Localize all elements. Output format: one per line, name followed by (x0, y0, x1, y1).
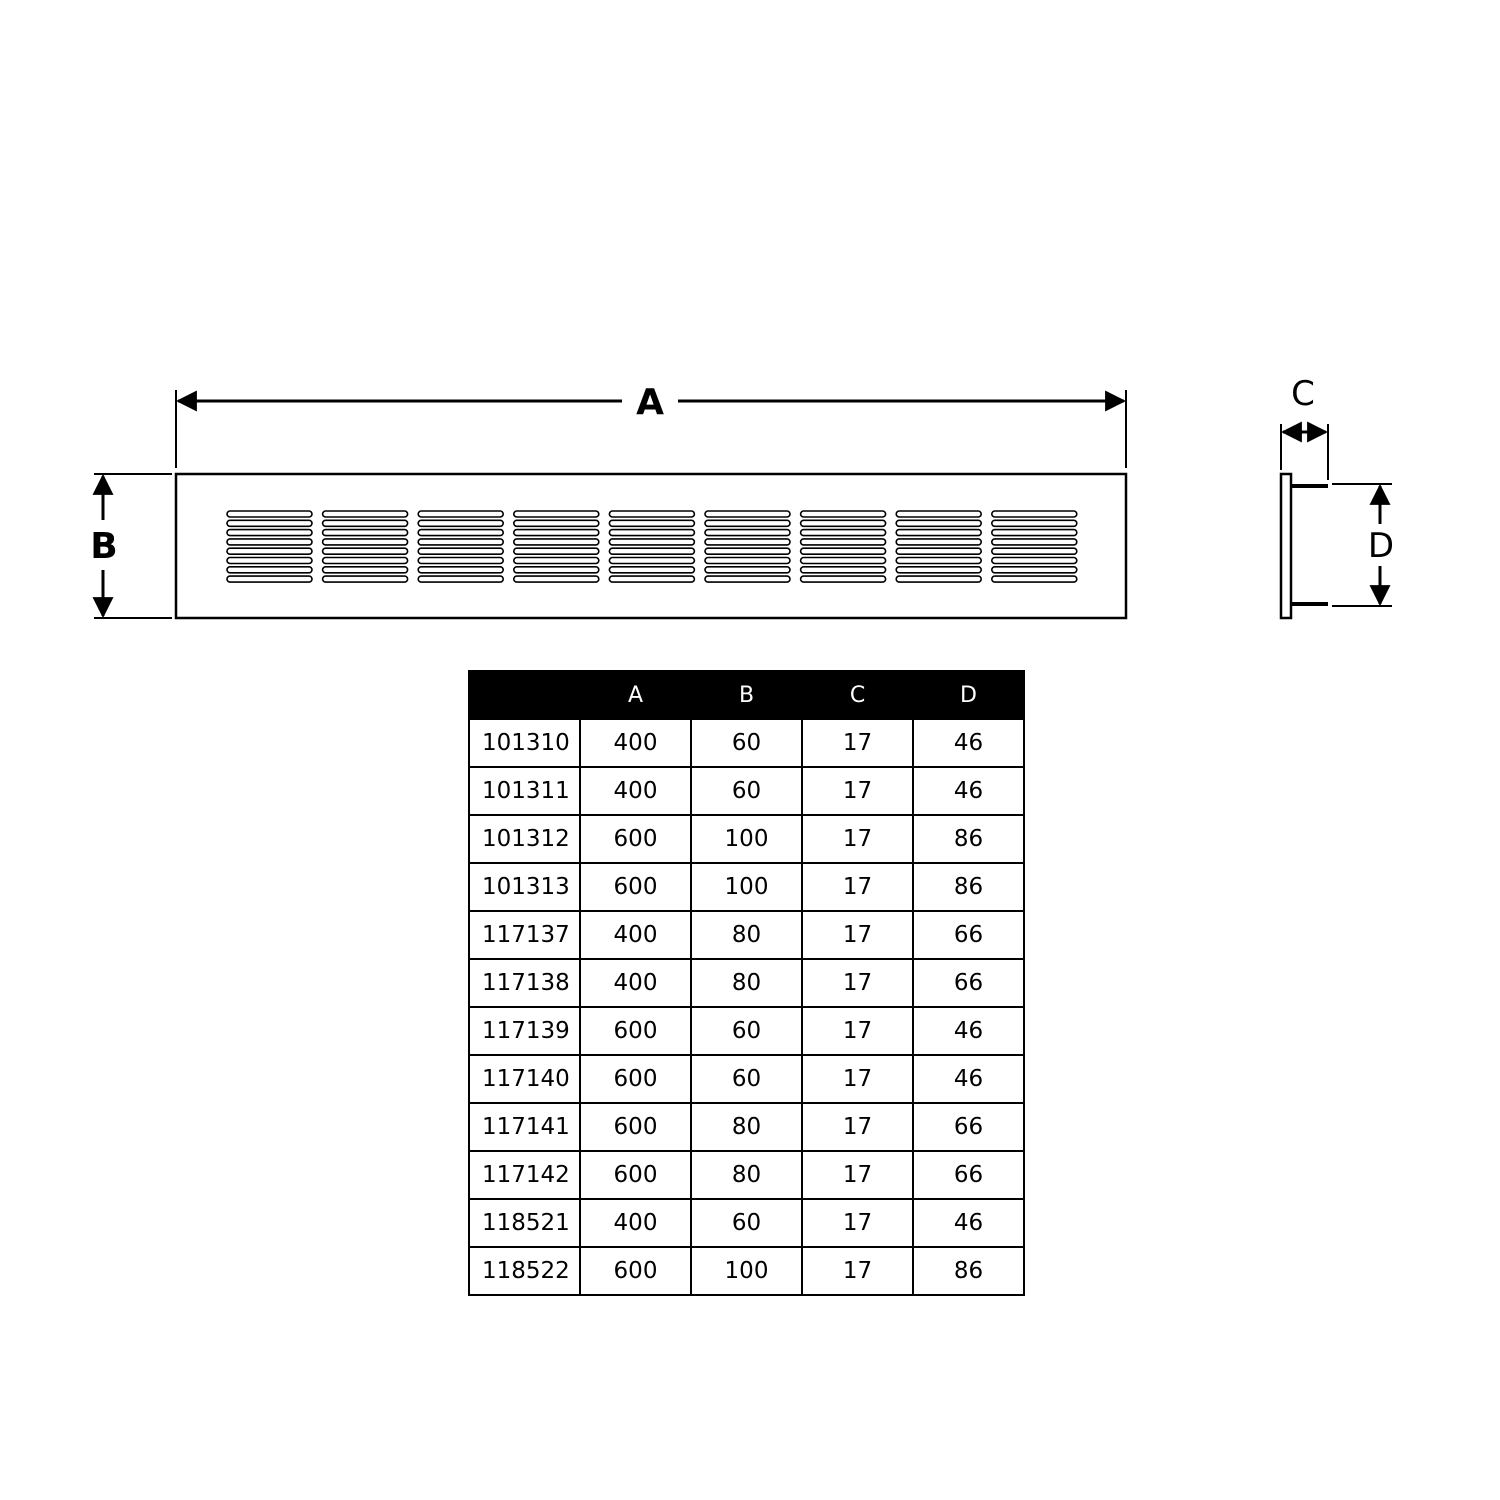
grille-slot (418, 530, 503, 536)
cell-c: 17 (802, 1103, 913, 1151)
cell-a: 600 (580, 863, 691, 911)
header-cell-code (469, 671, 580, 719)
grille-slot (514, 576, 599, 582)
grille-slot (896, 567, 981, 573)
cell-article-number: 117141 (469, 1103, 580, 1151)
dimension-b-label: B (90, 526, 118, 567)
grille-slot (227, 548, 312, 554)
cell-b: 100 (691, 815, 802, 863)
grille-slot (992, 576, 1077, 582)
grille-slot (992, 567, 1077, 573)
table-row (469, 1151, 1024, 1199)
cell-a: 600 (580, 1007, 691, 1055)
table-row (469, 863, 1024, 911)
table-row (469, 1007, 1024, 1055)
cell-b: 80 (691, 959, 802, 1007)
cell-d: 66 (913, 1151, 1024, 1199)
grille-slot (227, 539, 312, 545)
cell-article-number: 117138 (469, 959, 580, 1007)
grille-slot (801, 511, 886, 517)
grille-slot (609, 548, 694, 554)
grille-slot (227, 558, 312, 564)
dimension-d-label: D (1367, 526, 1395, 566)
grille-slot (801, 520, 886, 526)
cell-c: 17 (802, 911, 913, 959)
cell-b: 100 (691, 863, 802, 911)
grille-slot (992, 548, 1077, 554)
cell-a: 600 (580, 1055, 691, 1103)
cell-d: 86 (913, 815, 1024, 863)
grille-slot (992, 530, 1077, 536)
grille-slot (801, 576, 886, 582)
header-cell-c: C (802, 671, 913, 719)
cell-b: 80 (691, 911, 802, 959)
dimension-b (90, 474, 172, 618)
cell-b: 80 (691, 1151, 802, 1199)
grille-slot (801, 539, 886, 545)
grille-slot (418, 548, 503, 554)
cell-c: 17 (802, 1247, 913, 1295)
cell-a: 600 (580, 1151, 691, 1199)
cell-c: 17 (802, 959, 913, 1007)
cell-c: 17 (802, 767, 913, 815)
grille-slot (227, 511, 312, 517)
grille-slot (705, 558, 790, 564)
cell-c: 17 (802, 1007, 913, 1055)
cell-c: 17 (802, 863, 913, 911)
table-row (469, 1103, 1024, 1151)
grille-slot (992, 539, 1077, 545)
grille-slot (514, 567, 599, 573)
cell-article-number: 118522 (469, 1247, 580, 1295)
grille-slot (323, 530, 408, 536)
dimension-table-body (469, 719, 1024, 1295)
cell-a: 400 (580, 959, 691, 1007)
grille-slot (418, 539, 503, 545)
table-row (469, 1247, 1024, 1295)
grille-slot (323, 511, 408, 517)
dimension-c (1281, 374, 1328, 480)
grille-slot (609, 520, 694, 526)
table-row (469, 719, 1024, 767)
cell-c: 17 (802, 1055, 913, 1103)
cell-article-number: 118521 (469, 1199, 580, 1247)
grille-slot (609, 530, 694, 536)
grille-side-view (1281, 474, 1328, 618)
cell-article-number: 101310 (469, 719, 580, 767)
grille-slot (227, 567, 312, 573)
cell-a: 600 (580, 1247, 691, 1295)
cell-b: 60 (691, 719, 802, 767)
grille-slot (896, 558, 981, 564)
header-cell-d: D (913, 671, 1024, 719)
cell-c: 17 (802, 1199, 913, 1247)
cell-a: 600 (580, 815, 691, 863)
cell-article-number: 117137 (469, 911, 580, 959)
grille-slot (705, 576, 790, 582)
cell-a: 400 (580, 911, 691, 959)
dimension-d (1332, 484, 1394, 606)
grille-slot (609, 567, 694, 573)
grille-slot (227, 520, 312, 526)
grille-slot (992, 558, 1077, 564)
grille-slot (418, 511, 503, 517)
grille-slot (418, 576, 503, 582)
grille-slot (705, 539, 790, 545)
header-cell-a: A (580, 671, 691, 719)
grille-slot (323, 558, 408, 564)
grille-slot (705, 530, 790, 536)
cell-c: 17 (802, 719, 913, 767)
table-row (469, 1199, 1024, 1247)
dimension-c-label: C (1291, 374, 1315, 414)
cell-b: 60 (691, 1199, 802, 1247)
grille-slot (609, 558, 694, 564)
grille-slot (323, 576, 408, 582)
cell-article-number: 101313 (469, 863, 580, 911)
grille-slot (323, 520, 408, 526)
cell-d: 46 (913, 767, 1024, 815)
grille-slot (705, 567, 790, 573)
grille-slot (992, 520, 1077, 526)
grille-slot (609, 511, 694, 517)
cell-a: 400 (580, 1199, 691, 1247)
grille-slot (896, 576, 981, 582)
grille-slot (705, 511, 790, 517)
grille-slot (514, 511, 599, 517)
cell-d: 66 (913, 959, 1024, 1007)
grille-slot (896, 520, 981, 526)
cell-d: 86 (913, 863, 1024, 911)
grille-slot (514, 558, 599, 564)
cell-d: 46 (913, 1007, 1024, 1055)
cell-b: 60 (691, 767, 802, 815)
grille-slot (609, 539, 694, 545)
dimension-table-header-row (469, 671, 1024, 719)
grille-slot (801, 548, 886, 554)
cell-b: 60 (691, 1055, 802, 1103)
grille-slot (705, 548, 790, 554)
cell-a: 600 (580, 1103, 691, 1151)
grille-slot (514, 548, 599, 554)
grille-slot (896, 511, 981, 517)
grille-slot (227, 530, 312, 536)
cell-article-number: 117142 (469, 1151, 580, 1199)
cell-article-number: 117139 (469, 1007, 580, 1055)
cell-d: 66 (913, 911, 1024, 959)
cell-c: 17 (802, 815, 913, 863)
grille-slot (323, 567, 408, 573)
cell-b: 60 (691, 1007, 802, 1055)
table-row (469, 1055, 1024, 1103)
cell-d: 86 (913, 1247, 1024, 1295)
grille-front-view (176, 474, 1126, 618)
dimension-table-header (469, 671, 1024, 719)
cell-d: 66 (913, 1103, 1024, 1151)
cell-d: 46 (913, 719, 1024, 767)
dimension-table (468, 670, 1025, 1296)
grille-slot (896, 539, 981, 545)
dimension-a-label: A (636, 382, 664, 423)
cell-d: 46 (913, 1199, 1024, 1247)
grille-slot (896, 548, 981, 554)
grille-slot (801, 567, 886, 573)
grille-slot (609, 576, 694, 582)
cell-article-number: 101312 (469, 815, 580, 863)
grille-slot (323, 539, 408, 545)
grille-slot (896, 530, 981, 536)
grille-slot (801, 558, 886, 564)
grille-slot (705, 520, 790, 526)
grille-slot (418, 558, 503, 564)
cell-b: 100 (691, 1247, 802, 1295)
table-row (469, 959, 1024, 1007)
table-row (469, 767, 1024, 815)
grille-slot (227, 576, 312, 582)
grille-slot (801, 530, 886, 536)
grille-slot (418, 520, 503, 526)
grille-slot (992, 511, 1077, 517)
header-cell-b: B (691, 671, 802, 719)
cell-c: 17 (802, 1151, 913, 1199)
table-row (469, 911, 1024, 959)
cell-a: 400 (580, 767, 691, 815)
grille-slot (514, 520, 599, 526)
dimension-a (176, 382, 1126, 468)
grille-slot (418, 567, 503, 573)
cell-d: 46 (913, 1055, 1024, 1103)
table-row (469, 815, 1024, 863)
cell-b: 80 (691, 1103, 802, 1151)
grille-slot (323, 548, 408, 554)
grille-slot (514, 539, 599, 545)
cell-article-number: 101311 (469, 767, 580, 815)
cell-a: 400 (580, 719, 691, 767)
grille-slot (514, 530, 599, 536)
cell-article-number: 117140 (469, 1055, 580, 1103)
